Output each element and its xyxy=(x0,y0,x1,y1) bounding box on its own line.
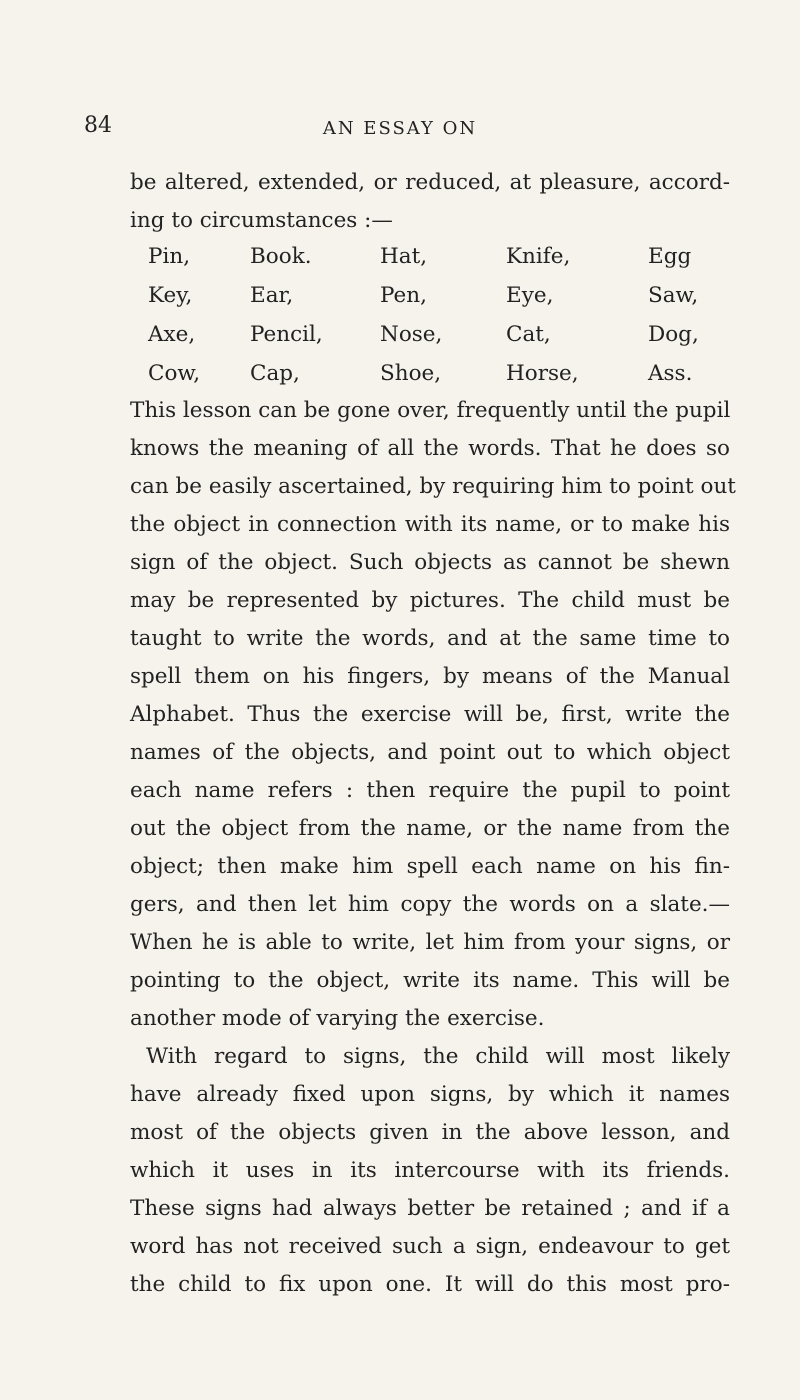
word-cell: Cat, xyxy=(506,322,551,347)
text-line: These signs had always better be retained ; and if a xyxy=(130,1196,730,1221)
word-cell: Knife, xyxy=(506,244,571,269)
word-cell: Horse, xyxy=(506,361,579,386)
word-cell: Cow, xyxy=(148,361,201,386)
text-line: out the object from the name, or the name from the xyxy=(130,816,730,841)
text-line: taught to write the words, and at the same time to xyxy=(130,626,730,651)
text-line: Alphabet. Thus the exercise will be, first, write the xyxy=(130,702,730,727)
intro-paragraph xyxy=(130,164,730,240)
text-line: sign of the object. Such objects as cannot be shewn xyxy=(130,550,730,575)
word-cell: Dog, xyxy=(648,322,699,347)
word-cell: Egg xyxy=(648,244,692,269)
word-cell: Hat, xyxy=(380,244,428,269)
text-line: object; then make him spell each name on his fin- xyxy=(130,854,730,879)
text-line: names of the objects, and point out to which object xyxy=(130,740,730,765)
text-line: most of the objects given in the above lesson, and xyxy=(130,1120,730,1145)
word-row xyxy=(130,354,730,393)
main-paragraphs xyxy=(130,392,736,1304)
text-line: the object in connection with its name, or to make his xyxy=(130,512,730,537)
word-cell: Eye, xyxy=(506,283,554,308)
text-line: This lesson can be gone over, frequently until the pupil xyxy=(130,398,731,423)
running-title: AN ESSAY ON xyxy=(322,118,478,139)
word-cell: Ass. xyxy=(648,361,693,386)
word-row xyxy=(130,315,730,354)
page-number: 84 xyxy=(84,113,112,138)
word-cell: Shoe, xyxy=(380,361,442,386)
text-line: be altered, extended, or reduced, at pleasure, accord- xyxy=(130,170,730,195)
text-line: gers, and then let him copy the words on a slate.— xyxy=(130,892,730,917)
word-cell: Key, xyxy=(148,283,193,308)
word-row xyxy=(130,237,730,276)
word-row xyxy=(130,276,730,315)
word-cell: Ear, xyxy=(250,283,294,308)
word-cell: Book. xyxy=(250,244,312,269)
text-line: can be easily ascertained, by requiring him to point out xyxy=(130,474,736,499)
text-line: pointing to the object, write its name. This will be xyxy=(130,968,730,993)
word-cell: Cap, xyxy=(250,361,300,386)
text-line: ing to circumstances :— xyxy=(130,208,393,233)
text-line: may be represented by pictures. The child must be xyxy=(130,588,730,613)
text-line: spell them on his fingers, by means of the Manual xyxy=(130,664,730,689)
word-cell: Pencil, xyxy=(250,322,323,347)
text-line: the child to fix upon one. It will do this most pro- xyxy=(130,1272,730,1297)
text-line: which it uses in its intercourse with its friends. xyxy=(130,1158,730,1183)
text-line: When he is able to write, let him from your signs, or xyxy=(130,930,730,955)
word-cell: Saw, xyxy=(648,283,699,308)
text-line: have already fixed upon signs, by which it names xyxy=(130,1082,730,1107)
word-cell: Axe, xyxy=(148,322,196,347)
text-line: knows the meaning of all the words. That he does so xyxy=(130,436,730,461)
text-line: another mode of varying the exercise. xyxy=(130,1006,545,1031)
word-cell: Pen, xyxy=(380,283,427,308)
text-line: each name refers : then require the pupil to point xyxy=(130,778,730,803)
word-cell: Pin, xyxy=(148,244,191,269)
text-line: With regard to signs, the child will most likely xyxy=(146,1044,730,1069)
word-list-table xyxy=(130,237,730,393)
text-line: word has not received such a sign, endeavour to get xyxy=(130,1234,730,1259)
word-cell: Nose, xyxy=(380,322,443,347)
